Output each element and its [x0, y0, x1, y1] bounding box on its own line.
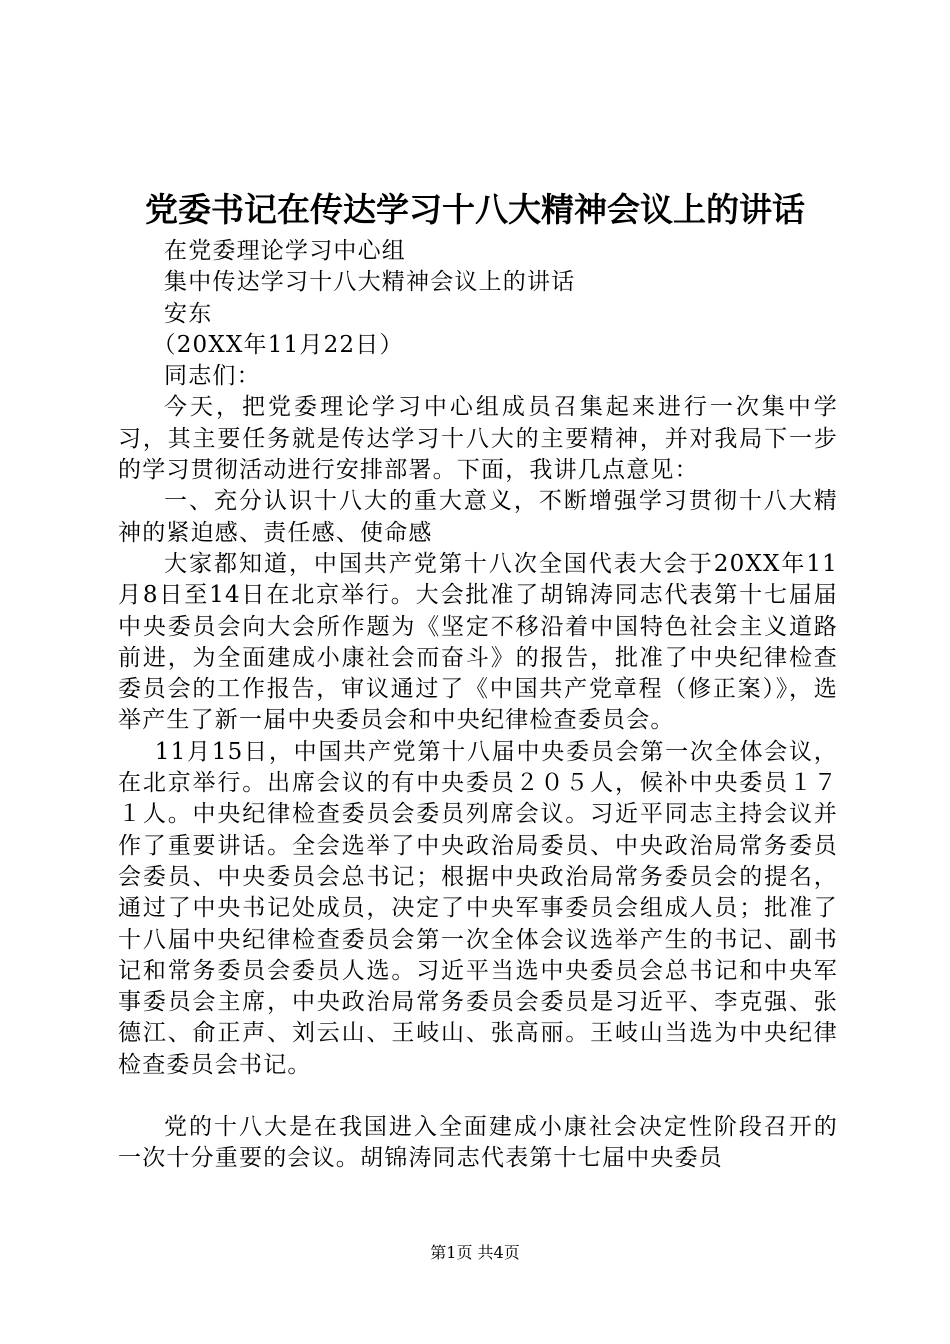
paragraph-congress-overview: 大家都知道，中国共产党第十八次全国代表大会于20XX年11月8日至14日在北京举行。大会批准了胡锦涛同志代表第十七届届中央委员会向大会所作题为《坚定不移沿着中国特色社会主义道路前进，为全面建成小康社会而奋斗》的报告，批准了中央纪律检查委员会的工作报告，审议通过了《中国共产党章程（修正案）》，选举产生了新一届中央委员会和中央纪律检查委员会。 [118, 550, 838, 734]
document-title: 党委书记在传达学习十八大精神会议上的讲话 [145, 190, 805, 229]
paragraph-salutation: 同志们： [164, 363, 261, 390]
paragraph-date: （20XX年11月22日） [152, 331, 404, 358]
page-number-footer: 第1页 共4页 [430, 1243, 520, 1262]
paragraph-speaker: 安东 [164, 300, 213, 327]
paragraph-significance: 党的十八大是在我国进入全面建成小康社会决定性阶段召开的一次十分重要的会议。胡锦涛同志代表第十七届中央委员 [118, 1114, 838, 1172]
paragraph-meeting-line-1: 在党委理论学习中心组 [164, 238, 406, 264]
paragraph-intro: 今天，把党委理论学习中心组成员召集起来进行一次集中学习，其主要任务就是传达学习十八大的主要精神，并对我局下一步的学习贯彻活动进行安排部署。下面，我讲几点意见： [118, 394, 838, 484]
paragraph-section-heading-1: 一、充分认识十八大的重大意义，不断增强学习贯彻十八大精神的紧迫感、责任感、使命感 [118, 488, 838, 546]
paragraph-plenary-session: 11月15日，中国共产党第十八届中央委员会第一次全体会议，在北京举行。出席会议的有中央委员２０５人，候补中央委员１７１人。中央纪律检查委员会委员列席会议。习近平同志主持会议并作了重要讲话。全会选举了中央政治局委员、中央政治局常务委员会委员、中央委员会总书记；根据中央政治局常务委员会的提名，通过了中央书记处成员，决定了中央军事委员会组成人员；批准了十八届中央纪律检查委员会第一次全体会议选举产生的书记、副书记和常务委员会委员人选。习近平当选中央委员会总书记和中央军事委员会主席，中央政治局常务委员会委员是习近平、李克强、张德江、俞正声、刘云山、王岐山、张高丽。王岐山当选为中央纪律检查委员会书记。 [118, 738, 838, 1078]
paragraph-meeting-line-2: 集中传达学习十八大精神会议上的讲话 [164, 269, 576, 296]
document-body [118, 236, 838, 1175]
